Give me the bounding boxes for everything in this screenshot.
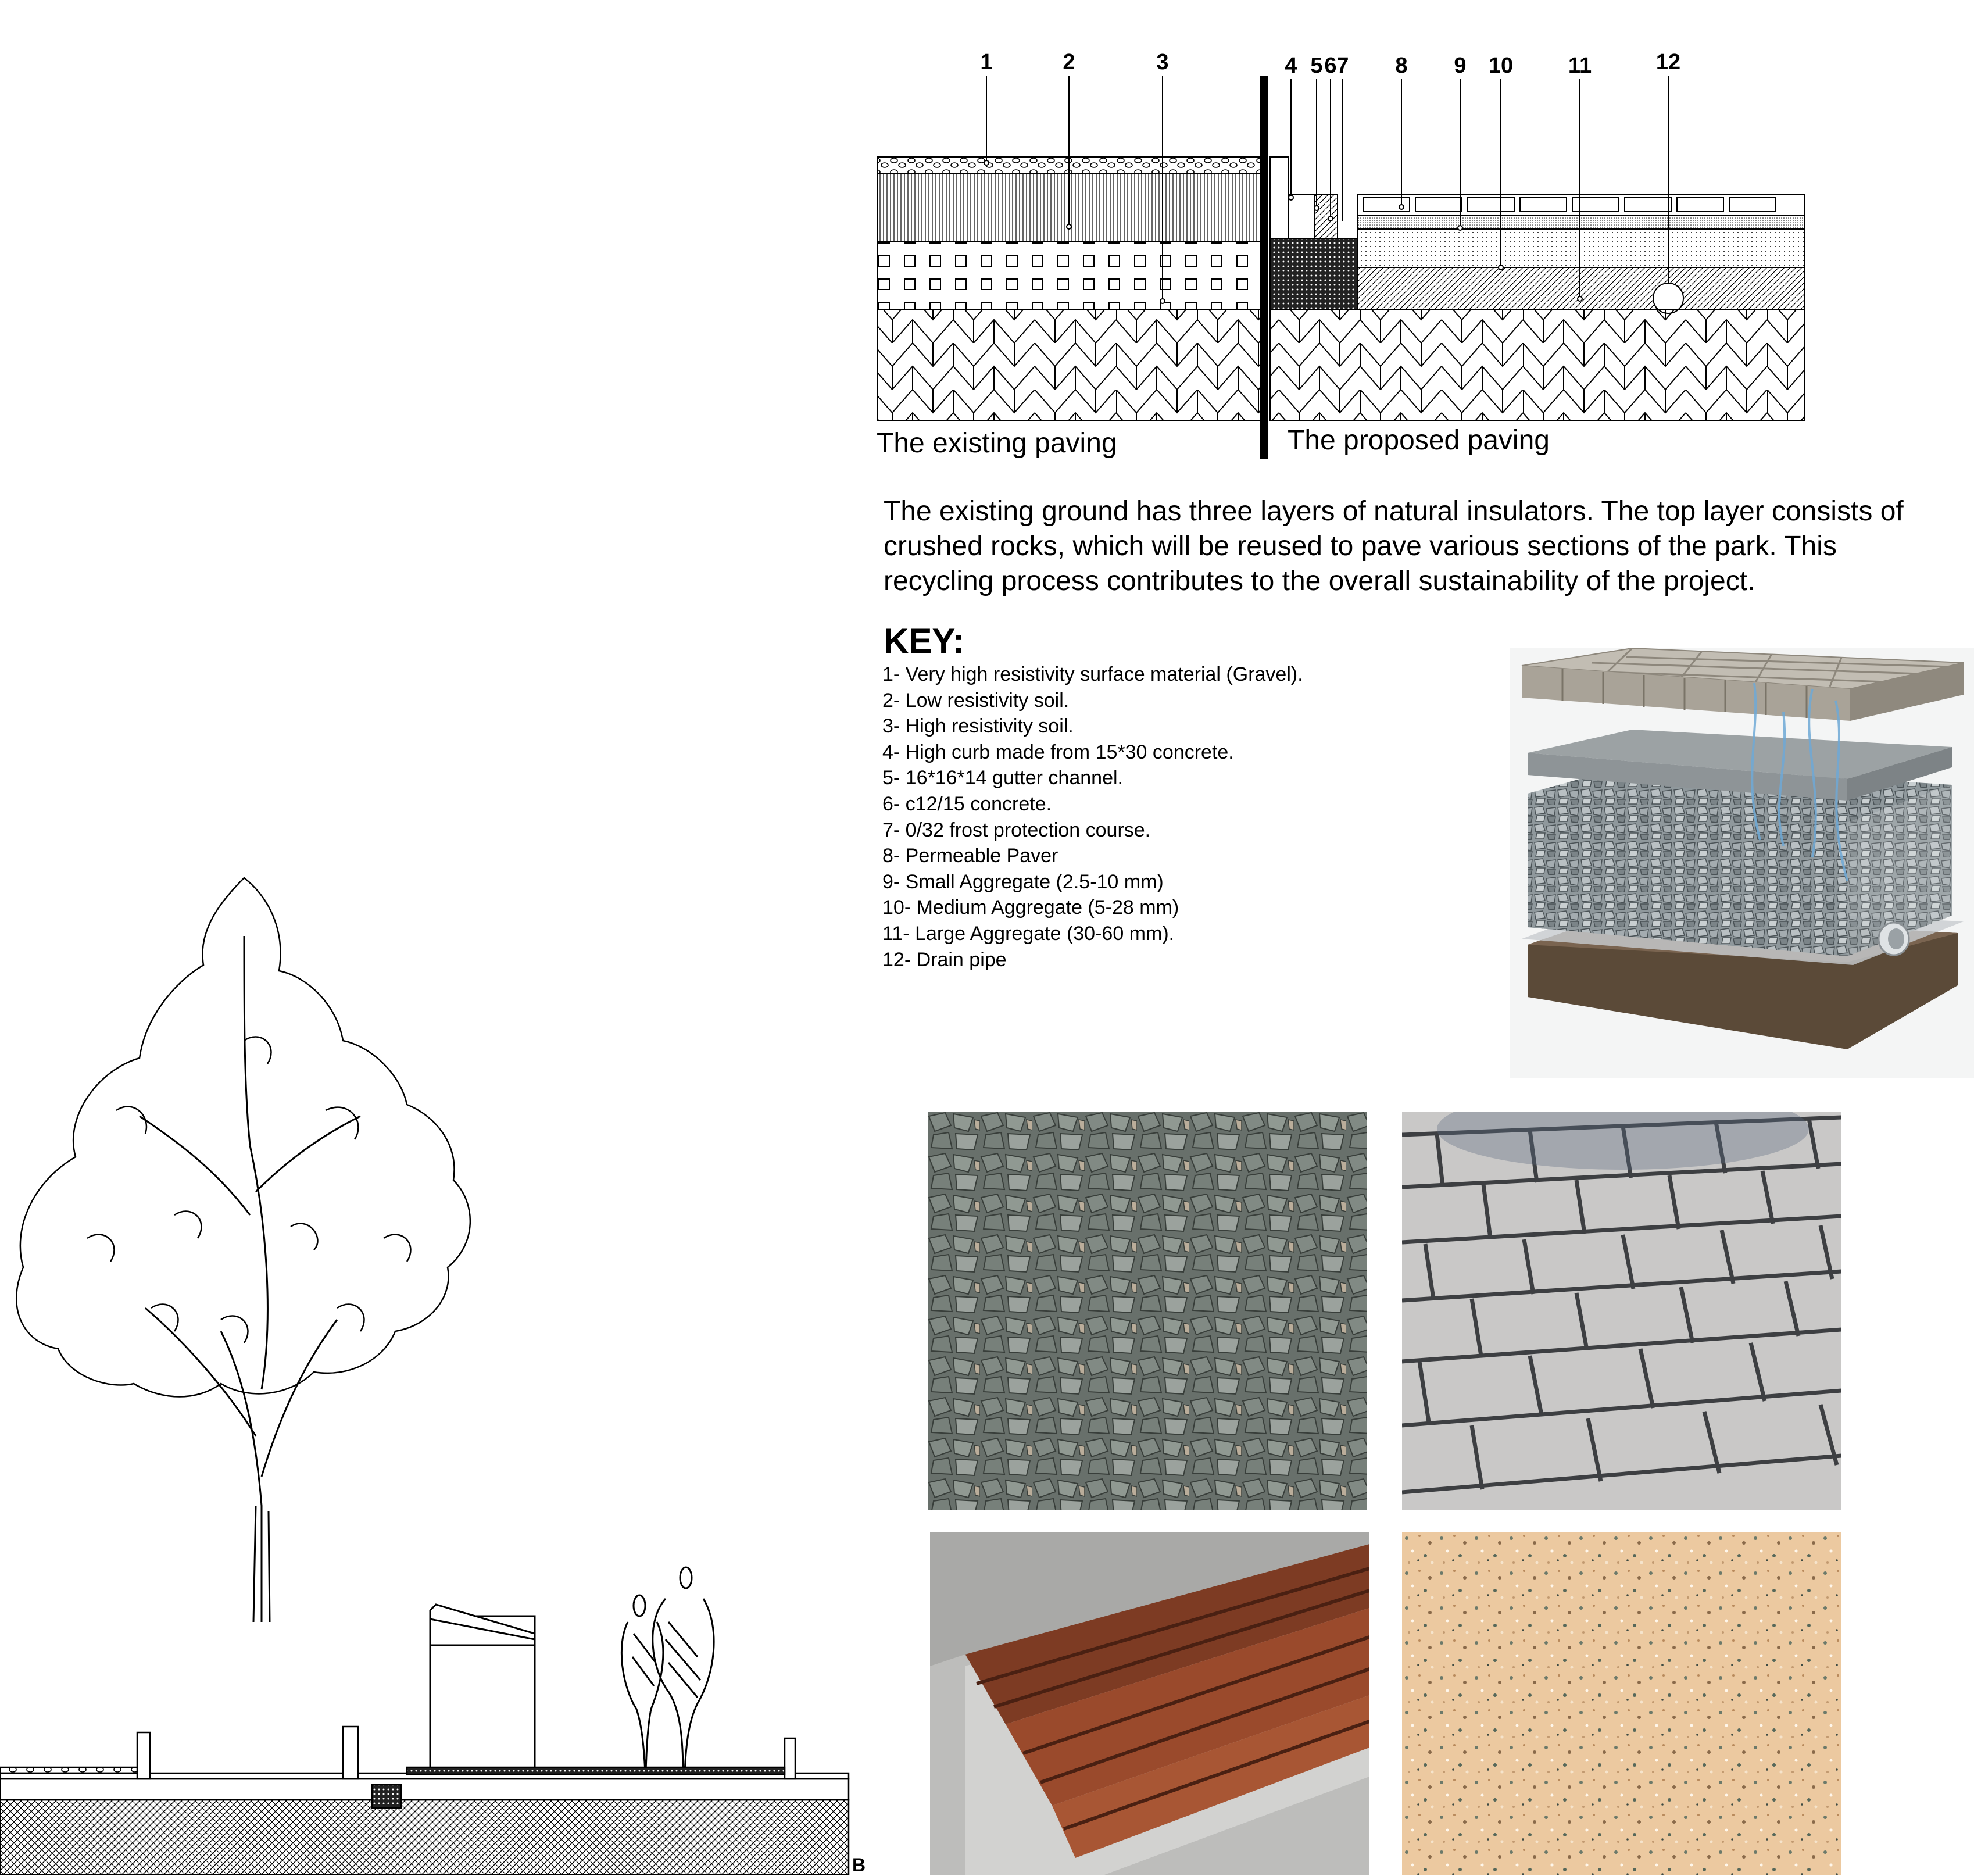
- callout-3: 3: [1156, 50, 1169, 74]
- terrazzo-photo: [1402, 1532, 1841, 1875]
- small-aggregate-layer: [1357, 215, 1805, 229]
- site-elevation-drawing: [0, 866, 854, 1875]
- callout-8: 8: [1395, 53, 1408, 78]
- gutter-channel: [1289, 194, 1314, 238]
- permeable-paver-photo: [1402, 1112, 1841, 1510]
- wood-bench-photo: [930, 1532, 1369, 1875]
- section-divider: [1260, 76, 1268, 459]
- callout-5: 5: [1310, 53, 1323, 78]
- description-paragraph: The existing ground has three layers of natural insulators. The top layer consists of crushed rocks, which will be reused to pave various sections of the park. This recycling process contributes to the overall sustainability of the project.: [884, 496, 1904, 596]
- layer-subgrade-proposed: [1270, 309, 1805, 421]
- c12-concrete: [1314, 194, 1338, 238]
- callout-11: 11: [1568, 53, 1592, 78]
- kiosk: [430, 1605, 535, 1773]
- callout-7: 7: [1336, 53, 1349, 78]
- callout-6: 6: [1324, 53, 1337, 78]
- key-heading: KEY:: [884, 621, 964, 660]
- key-list: [882, 662, 1303, 973]
- key-item: 4- High curb made from 15*30 concrete.: [882, 741, 1234, 763]
- callout-9: 9: [1454, 53, 1467, 78]
- layer-subgrade-existing: [878, 309, 1261, 421]
- gravel-photo: [928, 1112, 1367, 1510]
- permeable-paver-row: [1357, 194, 1805, 215]
- tree-branches: [140, 936, 360, 1622]
- large-aggregate-layer: [1357, 267, 1805, 309]
- key-item: 10- Medium Aggregate (5-28 mm): [882, 896, 1179, 919]
- key-item: 3- High resistivity soil.: [882, 715, 1074, 738]
- layer-high-resistivity-soil: [878, 242, 1261, 309]
- key-item: 2- Low resistivity soil.: [882, 689, 1070, 712]
- key-item: 6- c12/15 concrete.: [882, 792, 1052, 815]
- key-item: 9- Small Aggregate (2.5-10 mm): [882, 870, 1164, 893]
- key-item: 8- Permeable Paver: [882, 845, 1058, 867]
- callout-12: 12: [1655, 50, 1681, 74]
- callout-2: 2: [1063, 50, 1075, 74]
- callout-4: 4: [1285, 53, 1297, 78]
- permeable-paving-cube-illustration: [1510, 648, 1974, 1078]
- high-curb: [1270, 157, 1289, 238]
- key-item: 7- 0/32 frost protection course.: [882, 819, 1151, 841]
- callout-10: 10: [1488, 53, 1514, 78]
- existing-paving-label: The existing paving: [877, 428, 1117, 459]
- proposed-paving-label: The proposed paving: [1288, 425, 1550, 456]
- paving-section-diagram: [872, 64, 1814, 459]
- ground-section: [0, 1727, 849, 1875]
- key-item: 11- Large Aggregate (30-60 mm).: [882, 922, 1175, 945]
- frost-protection-course: [1270, 238, 1357, 309]
- section-marker-b: B: [852, 1854, 866, 1875]
- key-item: 5- 16*16*14 gutter channel.: [882, 767, 1123, 789]
- medium-aggregate-layer: [1357, 229, 1805, 267]
- callout-1: 1: [980, 50, 993, 74]
- people-silhouettes: [621, 1567, 714, 1773]
- key-item: 1- Very high resistivity surface material (Gravel).: [882, 663, 1303, 685]
- key-item: 12- Drain pipe: [882, 948, 1007, 971]
